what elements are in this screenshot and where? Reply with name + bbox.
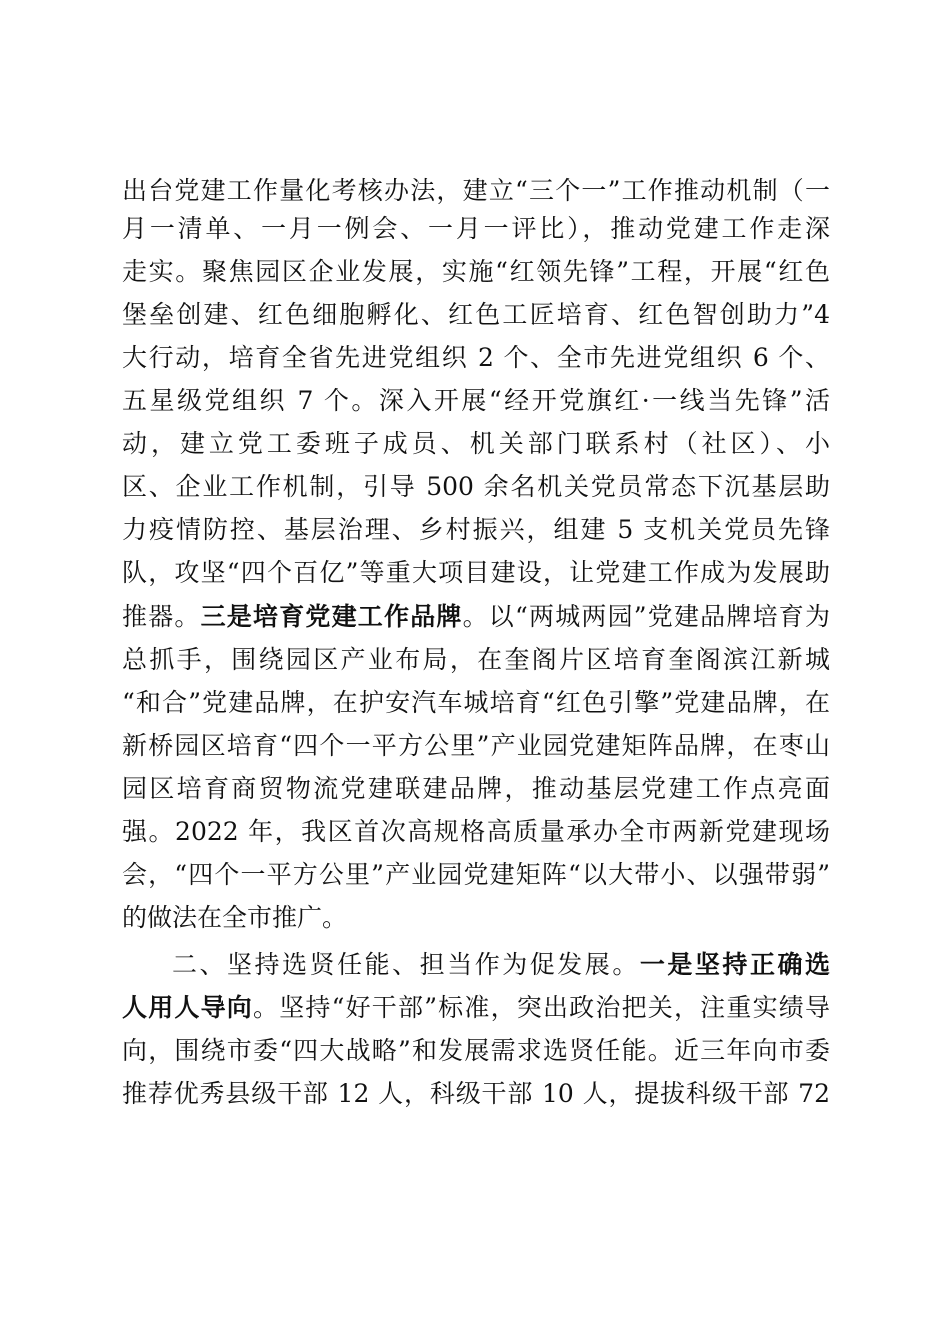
text-line: 月一清单、一月一例会、一月一评比），推动党建工作走深	[122, 214, 830, 243]
text-line: 力疫情防控、基层治理、乡村振兴，组建 5 支机关党员先锋	[122, 515, 830, 544]
text-line: “和合”党建品牌，在护安汽车城培育“红色引擎”党建品牌，在	[122, 688, 830, 717]
text-line: 园区培育商贸物流党建联建品牌，推动基层党建工作点亮面	[122, 774, 830, 803]
text-line: 五星级党组织 7 个。深入开展“经开党旗红·一线当先锋”活	[122, 386, 830, 415]
text-line: 队，攻坚“四个百亿”等重大项目建设，让党建工作成为发展助	[122, 558, 830, 587]
text-run: 推器。	[122, 602, 201, 631]
text-line: 总抓手，围绕园区产业布局，在奎阁片区培育奎阁滨江新城	[122, 645, 830, 674]
text-line	[172, 946, 830, 984]
text-line: 新桥园区培育“四个一平方公里”产业园党建矩阵品牌，在枣山	[122, 731, 830, 760]
text-line: 向，围绕市委“四大战略”和发展需求选贤任能。近三年向市委	[122, 1036, 830, 1065]
text-line	[122, 989, 830, 1027]
bold-heading-run: 人用人导向	[122, 993, 254, 1022]
section-heading-run: 二、坚持选贤任能、担当作为促发展。	[172, 950, 640, 979]
text-line: 区、企业工作机制，引导 500 余名机关党员常态下沉基层助	[122, 472, 830, 501]
text-line: 会，“四个一平方公里”产业园党建矩阵“以大带小、以强带弱”	[122, 860, 830, 889]
bold-heading-run: 一是坚持正确选	[639, 950, 830, 979]
text-line: 走实。聚焦园区企业发展，实施“红领先锋”工程，开展“红色	[122, 257, 830, 286]
text-line: 大行动，培育全省先进党组织 2 个、全市先进党组织 6 个、	[122, 343, 830, 372]
bold-heading-run: 三是培育党建工作品牌	[200, 602, 463, 631]
text-line: 动，建立党工委班子成员、机关部门联系村（社区）、小	[122, 429, 830, 458]
text-line: 强。2022 年，我区首次高规格高质量承办全市两新党建现场	[122, 817, 830, 846]
text-line	[122, 598, 830, 636]
text-run: 。以“两城两园”党建品牌培育为	[462, 602, 830, 631]
text-line: 推荐优秀县级干部 12 人，科级干部 10 人，提拔科级干部 72	[122, 1079, 830, 1108]
text-line: 出台党建工作量化考核办法，建立“三个一”工作推动机制（一	[122, 176, 830, 205]
text-line: 堡垒创建、红色细胞孵化、红色工匠培育、红色智创助力”4	[122, 300, 830, 329]
text-line: 的做法在全市推广。	[122, 903, 348, 932]
text-run: 。坚持“好干部”标准，突出政治把关，注重实绩导	[253, 993, 830, 1022]
